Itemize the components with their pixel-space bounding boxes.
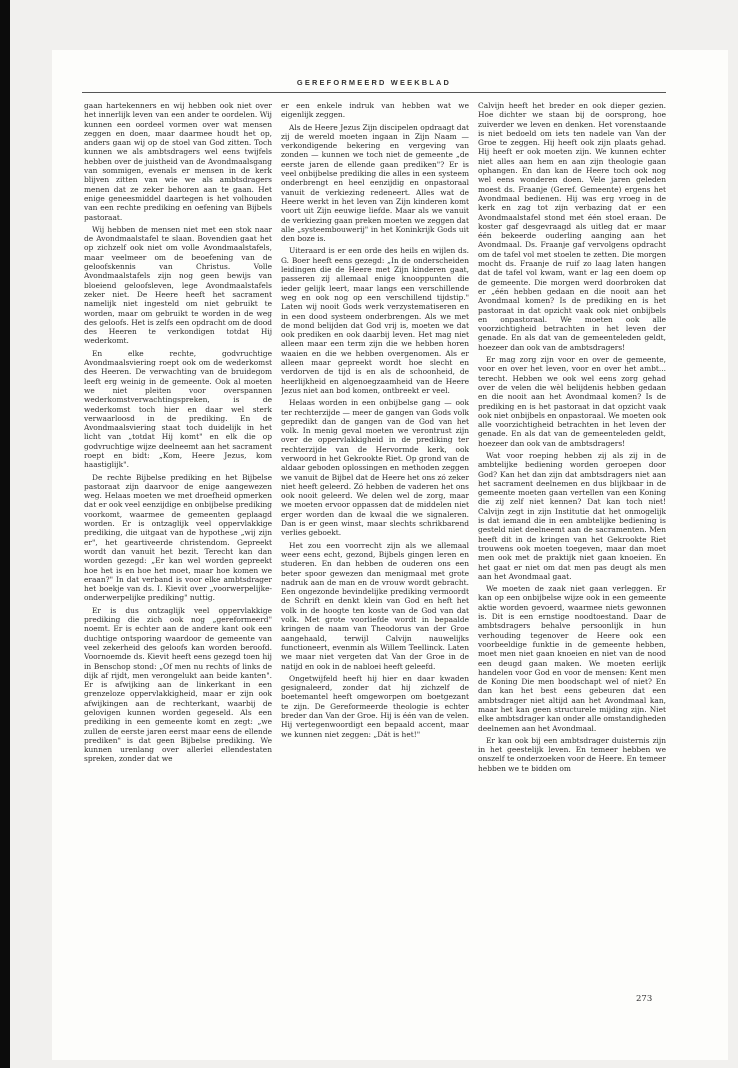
paragraph: Als de Heere Jezus Zijn discipelen opdraagt dat zij de wereld moeten ingaan in Zijn Naam — verkondigende bekering en vergeving van zonden — kunnen we toch niet de gemeente „de eerste jaren de ellende gaan prediken"? Er is veel onbijbelse prediking die alles in een systeem onderbrengt en heel eenzijdig en onpastoraal vanuit de verkiezing redeneert. Alles wat de Heere werkt in het leven van Zijn kinderen komt voort uit Zijn eeuwige liefde. Maar als we vanuit de verkiezing gaan preken moeten we zeggen dat alle „systeembouwerij" in het Koninkrijk Gods uit den boze is.	[281, 122, 469, 244]
paragraph: En elke rechte, godvruchtige Avondmaalsviering roept ook om de wederkomst des Heeren. De verwachting van de bruidegom leeft erg weinig in de gemeente. Ook al moeten we niet pleiten voor overspannen wederkomstverwachtingspreken, is de wederkomst toch hier en daar wel sterk verwaarloosd in de prediking. En de Avondmaalsviering staat toch duidelijk in het licht van „totdat Hij komt" en elk die op godvruchtige wijze deelneemt aan het sacrament roept en bidt: „Kom, Heere Jezus, kom haastiglijk".	[84, 348, 272, 470]
text-column-2	[281, 101, 469, 981]
paragraph: Het zou een voorrecht zijn als we allemaal weer eens echt, gezond, Bijbels gingen leren en studeren. En dan hebben de ouderen ons een beter spoor gewezen dan menigmaal met grote nadruk aan de man en de vrouw wordt gebracht. Een ongezonde bevindelijke prediking vermoordt de Schrift en denkt klein van God en heft het volk in de hoogte ten koste van de God van dat volk. Met grote voorliefde wordt in bepaalde kringen de naam van Theodorus van der Groe aangehaald, terwijl Calvijn nauwelijks functioneert, evenmin als Willem Teellinck. Laten we maar niet vergeten dat Van der Groe in de natijd en ook in de nabloei heeft geleefd.	[281, 540, 469, 671]
header-rule	[82, 92, 666, 93]
paragraph: Er is dus ontzaglijk veel oppervlakkige prediking die zich ook nog „gereformeerd" noemt. Er is echter aan de andere kant ook een duchtige ontsporing waardoor de gemeente van veel zekerheid des geloofs kan worden beroofd. Voornoemde ds. Kievit heeft eens gezegd toen hij in Benschop stond: „Of men nu rechts of links de dijk af rijdt, men verongelukt aan beide kanten". Er is afwijking aan de linkerkant in een grenzeloze oppervlakkigheid, maar er zijn ook afwijkingen aan de rechterkant, waarbij de gelovigen kunnen worden gegeseld. Als een prediking in een gemeente komt en zegt: „we zullen de eerste jaren eerst maar eens de ellende prediken" is dat geen Bijbelse prediking. We kunnen urenlang over allerlei ellendestaten spreken, zonder dat we	[84, 605, 272, 764]
paragraph: Calvijn heeft het breder en ook dieper gezien. Hoe dichter we staan bij de oorsprong, hoe zuiverder we leven en denken. Het vorenstaande is niet bedoeld om iets ten nadele van Van der Groe te zeggen. Hij heeft ook zijn plaats gehad. Hij heeft er ook moeten zijn. We kunnen echter niet alles aan hem en aan zijn theologie gaan ophangen. En dan kan de Heere toch ook nog wel eens wonderen doen. Vele jaren geleden moest ds. Fraanje (Geref. Gemeente) ergens het Avondmaal bedienen. Hij was erg vroeg in de kerk en zag tot zijn verbazing dat er een Avondmaalstafel stond met één stoel eraan. De koster gaf desgevraagd als uitleg dat er maar één bekeerde ouderling aanging aan het Avondmaal. Ds. Fraanje gaf vervolgens opdracht om de tafel vol met stoelen te zetten. Die morgen mocht ds. Fraanje de ruif zo laag laten hangen dat de tafel vol kwam, want er lag een doem op de gemeente. Die morgen werd doorbroken dat er „één hebben gedaan en die nooit aan het Avondmaal komen? Is de prediking en is het pastoraat in dat opzicht vaak ook niet onbijbels en onpastoraal. We moeten ook alle voorzichtigheid betrachten in het leven der genade. En als dat van de gemeenteleden geldt, hoezeer dan ook van de ambtsdragers!	[478, 101, 666, 352]
paragraph: gaan hartekenners en wij hebben ook niet over het innerlijk leven van een ander te oordelen. Wij kunnen een oordeel vormen over wat mensen zeggen en doen, maar daarmee houdt het op, anders gaan wij op de stoel van God zitten. Toch kunnen we als ambtsdragers wel eens twijfels hebben over de juistheid van de Avondmaalsgang van sommigen, evenals er mensen in de kerk blijven zitten van wie we als ambtsdragers menen dat ze zeker behoren aan te gaan. Het enige geneesmiddel daartegen is het volhouden van een rechte prediking en oefening van Bijbels pastoraat.	[84, 101, 272, 222]
paragraph: De rechte Bijbelse prediking en het Bijbelse pastoraat zijn daarvoor de enige aangewezen weg. Helaas moeten we met droefheid opmerken dat er ook veel eenzijdige en onbijbelse prediking voorkomt, waarmee de gemeenten geplaagd worden. Er is ontzaglijk veel oppervlakkige prediking, die uitgaat van de hypothese „wij zijn er", het geartiveerde christendom. Gepreekt wordt dan vanuit het bezit. Terecht kan dan worden gezegd: „Er kan wel worden gepreekt hoe het is en hoe het moet, maar hoe komen we eraan?" In dat verband is voor elke ambtsdrager het boekje van ds. I. Kievit over „voorwerpelijke-onderwerpelijke prediking" nuttig.	[84, 472, 272, 603]
paragraph: Helaas worden in een onbijbelse gang — ook ter rechterzijde — meer de gangen van Gods volk gepredikt dan de gangen van de God van het volk. In menig geval moeten we verontrust zijn over de oppervlakkigheid in de prediking ter rechterzijde van de Hervormde kerk, ook verwoord in het Gekrookte Riet. Op grond van de aldaar geboden oplossingen en methoden zeggen we vanuit de Bijbel dat de Heere het ons zó zeker niet heeft geleerd. Zó hebben de vaderen het ons ook nooit geleerd. We delen wel de zorg, maar we moeten ervoor oppassen dat de middelen niet erger worden dan de kwaal die we signaleren. Dan is er geen winst, maar slechts schrikbarend verlies geboekt.	[281, 398, 469, 538]
binding-edge	[0, 0, 10, 1068]
paragraph: Er kan ook bij een ambtsdrager duisternis zijn in het geestelijk leven. En temeer hebben we onszelf te onderzoeken voor de Heere. En temeer hebben we te bidden om	[478, 735, 666, 773]
running-header: GEREFORMEERD WEEKBLAD	[296, 78, 452, 87]
text-column-3	[478, 101, 666, 981]
paragraph: Er mag zorg zijn voor en over de gemeente, voor en over het leven, voor en over het ambt... terecht. Hebben we ook wel eens zorg gehad over de velen die wèl belijdenis hebben gedaan en die nooit aan het Avondmaal komen? Is de prediking en is het pastoraat in dat opzicht vaak ook niet onbijbels en onpastoraal. We moeten ook alle voorzichtigheid betrachten in het leven der genade. En als dat van de gemeenteleden geldt, hoezeer dan ook van de ambtsdragers!	[478, 355, 666, 448]
text-column-1	[84, 101, 272, 981]
paragraph: Wat voor roeping hebben zij als zij in de ambtelijke bediening worden geroepen door God? Kan het dan zijn dat ambtsdragers niet aan het sacrament deelnemen en dus blijkbaar in de gemeente moeten gaan vertellen van een Koning die zij zelf niet kennen? Dat kan toch niet! Calvijn zegt in zijn Institutie dat het onmogelijk is dat iemand die in een ambtelijke bediening is gesteld niet deelneemt aan de sacramenten. Men heeft dit in de kringen van het Gekrookte Riet trouwens ook moeten toegeven, maar dan moet men ook met de praktijk niet gaan knoeien. En het gaat er niet om dat men pas deugt als men aan het Avondmaal gaat.	[478, 450, 666, 581]
page-number: 273	[636, 994, 653, 1004]
paragraph: er een enkele indruk van hebben wat we eigenlijk zeggen.	[281, 101, 469, 120]
paragraph: Wij hebben de mensen niet met een stok naar de Avondmaalstafel te slaan. Bovendien gaat het op zichzelf ook niet om volle Avondmaalstafels, maar veelmeer om de beoefening van de geloofskennis van Christus. Volle Avondmaalstafels zijn nog geen bewijs van bloeiend geloofsleven, lege Avondmaalstafels zeker niet. De Heere heeft het sacrament namelijk niet ingesteld om niet gebruikt te worden, maar om gebruikt te worden in de weg des geloofs. Het is zelfs een opdracht om de dood des Heeren te verkondigen totdat Hij wederkomt.	[84, 224, 272, 346]
paragraph: Ongetwijfeld heeft hij hier en daar kwaden gesignaleerd, zonder dat hij zichzelf de boetemantel heeft omgeworpen om boetgezant te zijn. De Gereformeerde theologie is echter breder dan Van der Groe. Hij is één van de velen. Hij vertegenwoordigt een bepaald accent, maar we kunnen niet zeggen: „Dát is het!"	[281, 673, 469, 739]
paragraph: We moeten de zaak niet gaan verleggen. Er kan op een onbijbelse wijze ook in een gemeente aktie worden gevoerd, waarmee niets gewonnen is. Dit is een ernstige noodtoestand. Daar de ambtsdragers behalve persoonlijk in hun verhouding tegenover de Heere ook een voorbeeldige funktie in de gemeente hebben, moet men niet gaan knoeien en niet van de nood een deugd gaan maken. We moeten eerlijk handelen voor God en voor de mensen: Kent men de Koning Die men boodschapt wel of niet? En dan kan het best eens gebeuren dat een ambtsdrager niet altijd aan het Avondmaal kan, maar het kan geen structurele mijding zijn. Niet elke ambtsdrager kan onder alle omstandigheden deelnemen aan het Avondmaal.	[478, 584, 666, 733]
paragraph: Uiteraard is er een orde des heils en wijlen ds. G. Boer heeft eens gezegd: „In de onderscheiden leidingen die de Heere met Zijn kinderen gaat, passeren zij allemaal enige knooppunten die ieder gelijk leert, maar langs een verschillende weg en ook nog op een verschillend tijdstip." Laten wij nooit Gods werk verzystematiseren en in een dood systeem onderbrengen. Als we met de mond belijden dat God vrij is, moeten we dat ook prediken en ook daarbij leven. Het mag niet alleen maar een term zijn die we hebben horen waaien en die we hebben overgenomen. Als er alleen maar gepreekt wordt hoe slecht en verdorven de tijd is en als de schoonheid, de heerlijkheid en algenoegzaamheid van de Heere Jezus niet aan bod komen, ontbreekt er veel.	[281, 246, 469, 395]
